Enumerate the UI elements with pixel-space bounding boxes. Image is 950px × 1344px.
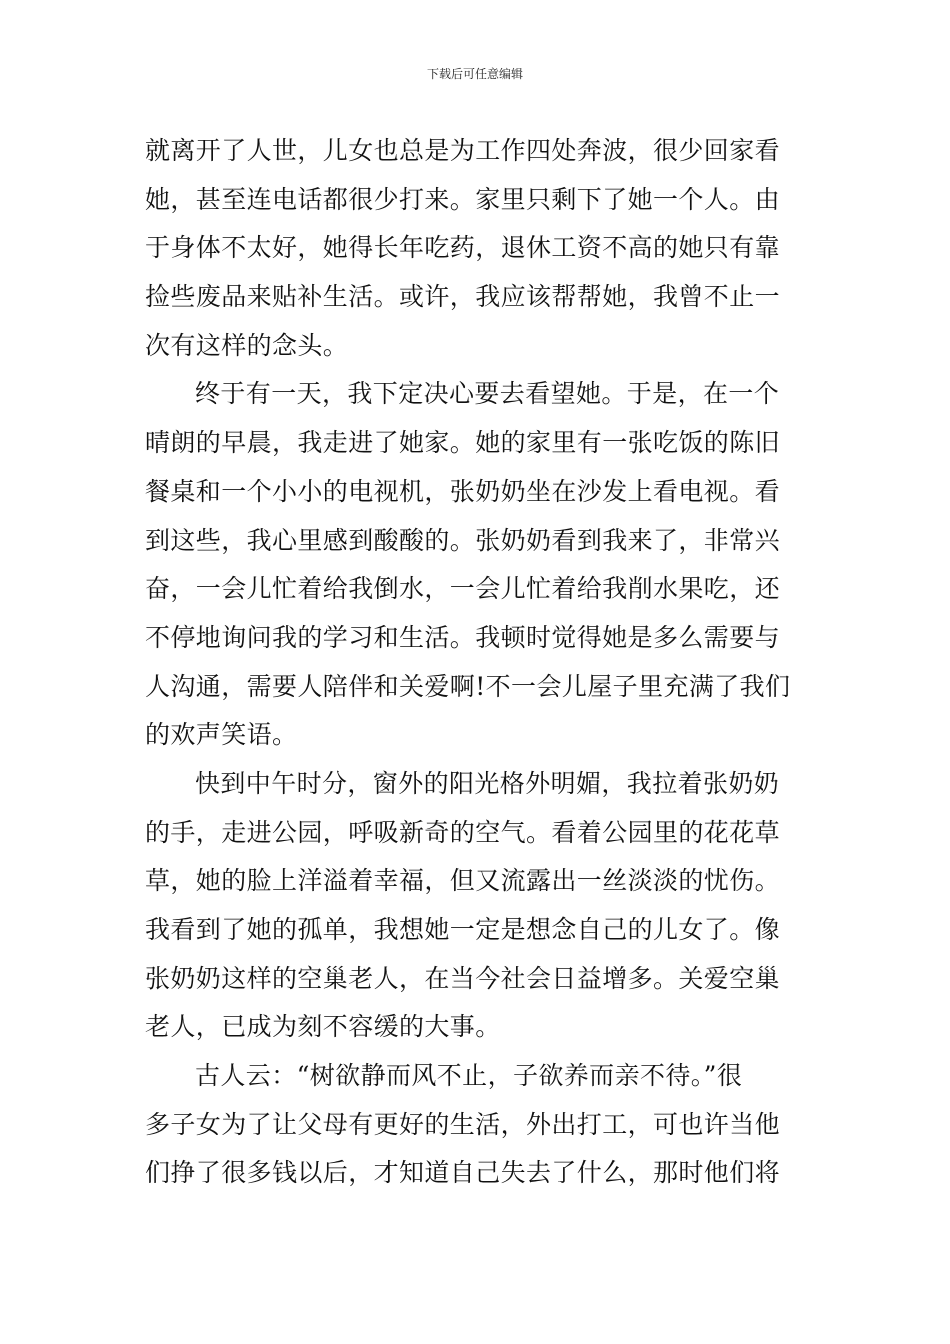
text-line: 餐桌和一个小小的电视机，张奶奶坐在沙发上看电视。看 xyxy=(145,476,781,506)
text-line: 古人云：“树欲静而风不止，子欲养而亲不待。”很 xyxy=(195,1061,743,1091)
text-line: 捡些废品来贴补生活。或许，我应该帮帮她，我曾不止一 xyxy=(145,282,781,312)
text-line: 老人，已成为刻不容缓的大事。 xyxy=(145,1012,501,1042)
text-line: 快到中午时分，窗外的阳光格外明媚，我拉着张奶奶 xyxy=(195,768,780,798)
text-line: 她，甚至连电话都很少打来。家里只剩下了她一个人。由 xyxy=(145,184,781,214)
text-line: 到这些，我心里感到酸酸的。张奶奶看到我来了，非常兴 xyxy=(145,525,781,555)
text-line: 多子女为了让父母有更好的生活，外出打工，可也许当他 xyxy=(145,1109,781,1139)
text-line: 于身体不太好，她得长年吃药，退休工资不高的她只有靠 xyxy=(145,233,781,263)
text-line: 终于有一天，我下定决心要去看望她。于是，在一个 xyxy=(195,379,780,409)
text-line: 的手，走进公园，呼吸新奇的空气。看着公园里的花花草 xyxy=(145,817,781,847)
text-line: 张奶奶这样的空巢老人，在当今社会日益增多。关爱空巢 xyxy=(145,963,781,993)
text-line: 人沟通，需要人陪伴和关爱啊!不一会儿屋子里充满了我们 xyxy=(145,671,791,701)
body-text xyxy=(145,127,809,1198)
text-line: 我看到了她的孤单，我想她一定是想念自己的儿女了。像 xyxy=(145,915,781,944)
text-line: 就离开了人世，儿女也总是为工作四处奔波，很少回家看 xyxy=(145,136,781,165)
text-line: 的欢声笑语。 xyxy=(145,720,298,750)
text-line: 次有这样的念头。 xyxy=(145,330,349,360)
text-line: 们挣了很多钱以后，才知道自己失去了什么，那时他们将 xyxy=(145,1158,781,1188)
text-line: 晴朗的早晨，我走进了她家。她的家里有一张吃饭的陈旧 xyxy=(145,428,781,458)
text-line: 奋，一会儿忙着给我倒水，一会儿忙着给我削水果吃，还 xyxy=(145,574,781,604)
page-header: 下载后可任意编辑 xyxy=(426,67,523,81)
text-line: 草，她的脸上洋溢着幸福，但又流露出一丝淡淡的忧伤。 xyxy=(145,866,781,896)
text-line: 不停地询问我的学习和生活。我顿时觉得她是多么需要与 xyxy=(145,622,781,652)
